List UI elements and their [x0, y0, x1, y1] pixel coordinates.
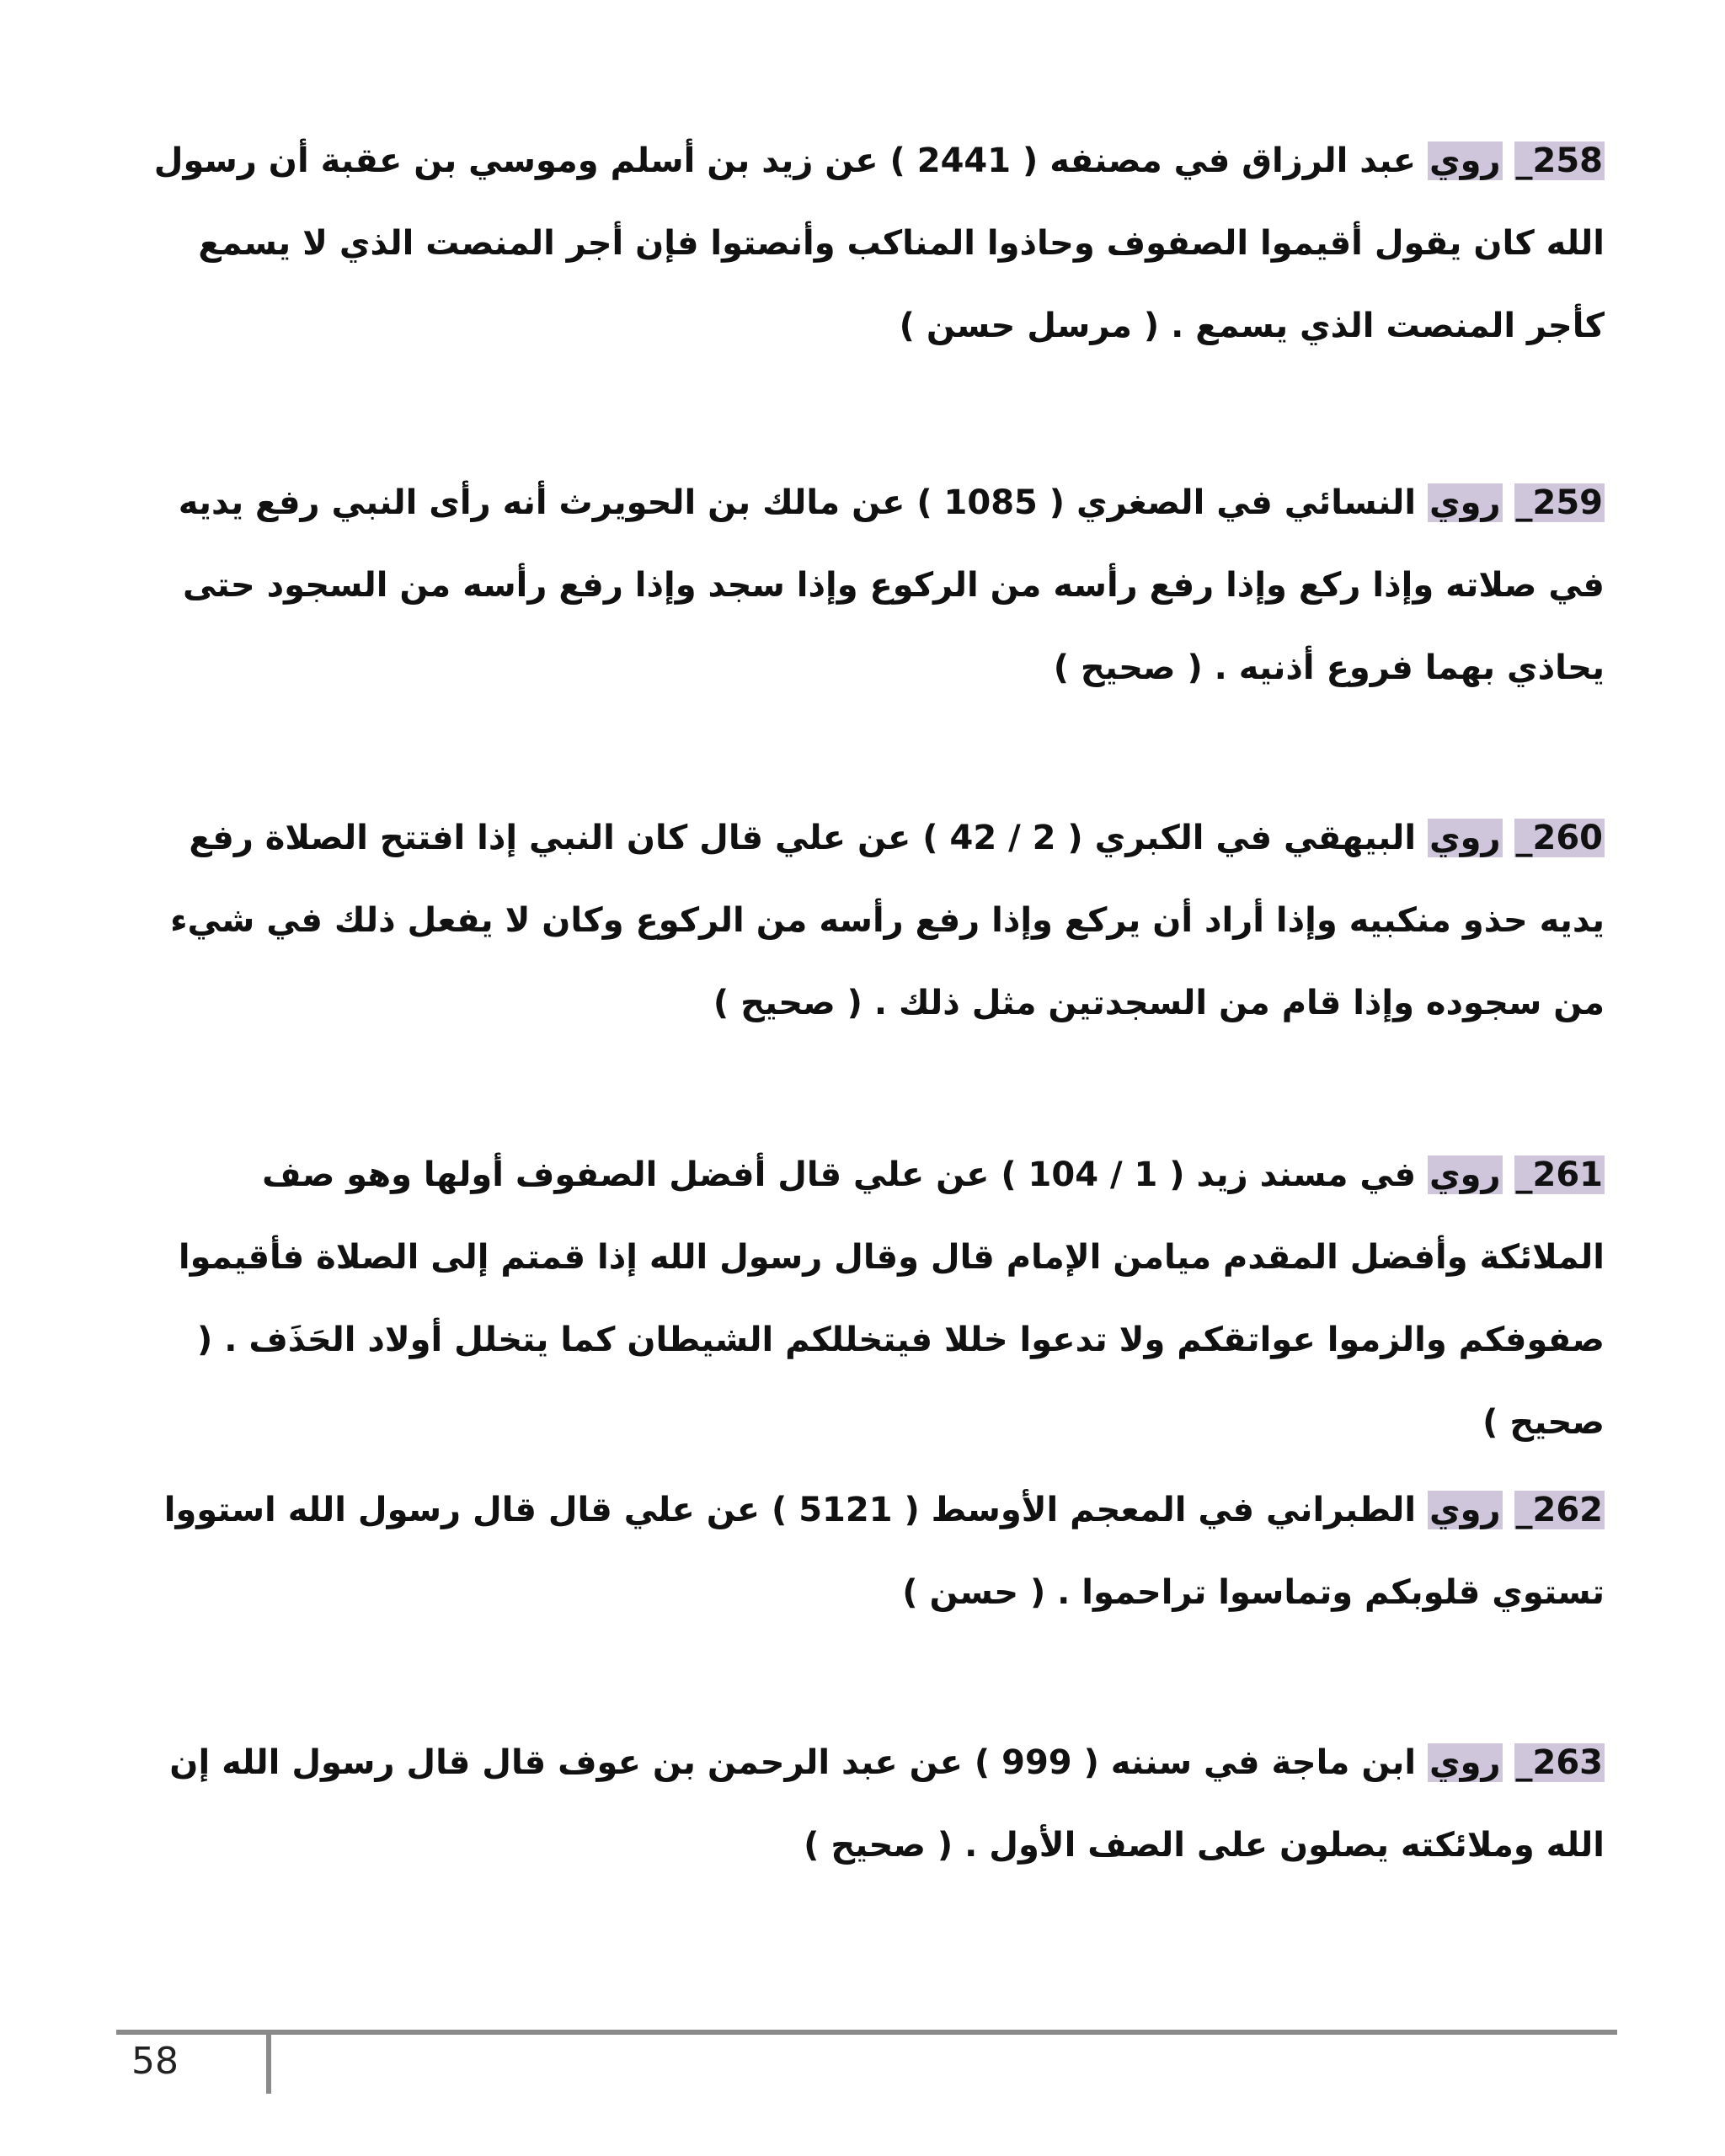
hadith-number: 263_ — [1515, 1743, 1603, 1782]
hadith-lead-word: روي — [1429, 1155, 1501, 1194]
hadith-text: في مسند زيد ( 1 / 104 ) عن علي قال أفضل الصفوف أولها وهو صف الملائكة وأفضل المقدم ميامن الإمام قال وقال رسول الله إذا قمتم إلى الصلاة فأقيموا صفوفكم والزموا عواتقكم ولا تدعوا خللا فيتخللكم الشيطان كما يتخلل أولاد الحَذَف . ( صحيح ) — [178, 1155, 1605, 1442]
hadith-lead-word: روي — [1429, 141, 1501, 180]
hadith-number: 259_ — [1515, 483, 1603, 522]
hadith-number: 260_ — [1515, 819, 1603, 857]
hadith-259 — [143, 462, 1605, 709]
hadith-lead-word: روي — [1429, 1491, 1501, 1529]
hadith-lead-word: روي — [1429, 819, 1501, 857]
hadith-text: ابن ماجة في سننه ( 999 ) عن عبد الرحمن بن عوف قال قال رسول الله إن الله وملائكته يصلون على الصف الأول . ( صحيح ) — [169, 1743, 1605, 1865]
hadith-lead-word: روي — [1429, 483, 1501, 522]
hadith-262 — [143, 1469, 1605, 1634]
hadith-text: البيهقي في الكبري ( 2 / 42 ) عن علي قال كان النبي إذا افتتح الصلاة رفع يديه حذو منكبيه وإذا أراد أن يركع وإذا رفع رأسه من الركوع وكان لا يفعل ذلك في شيء من سجوده وإذا قام من السجدتين مثل ذلك . ( صحيح ) — [170, 819, 1605, 1022]
footer-divider — [116, 2030, 1617, 2035]
hadith-258 — [143, 120, 1605, 367]
page-number: 58 — [131, 2040, 179, 2083]
hadith-261 — [143, 1134, 1605, 1464]
hadith-text: الطبراني في المعجم الأوسط ( 5121 ) عن علي قال قال رسول الله استووا تستوي قلوبكم وتماسوا تراحموا . ( حسن ) — [163, 1491, 1605, 1612]
hadith-text: النسائي في الصغري ( 1085 ) عن مالك بن الحويرث أنه رأى النبي رفع يديه في صلاته وإذا ركع وإذا رفع رأسه من الركوع وإذا سجد وإذا رفع رأسه من السجود حتى يحاذي بهما فروع أذنيه . ( صحيح ) — [178, 483, 1605, 687]
hadith-260 — [143, 797, 1605, 1044]
hadith-lead-word: روي — [1429, 1743, 1501, 1782]
footer-vertical-tick — [266, 2030, 271, 2094]
hadith-number: 262_ — [1515, 1491, 1603, 1529]
hadith-263 — [143, 1721, 1605, 1886]
hadith-number: 258_ — [1515, 141, 1603, 180]
hadith-number: 261_ — [1515, 1155, 1603, 1194]
hadith-text: عبد الرزاق في مصنفه ( 2441 ) عن زيد بن أسلم وموسي بن عقبة أن رسول الله كان يقول أقيموا الصفوف وحاذوا المناكب وأنصتوا فإن أجر المنصت الذي لا يسمع كأجر المنصت الذي يسمع . ( مرسل حسن ) — [153, 141, 1605, 345]
